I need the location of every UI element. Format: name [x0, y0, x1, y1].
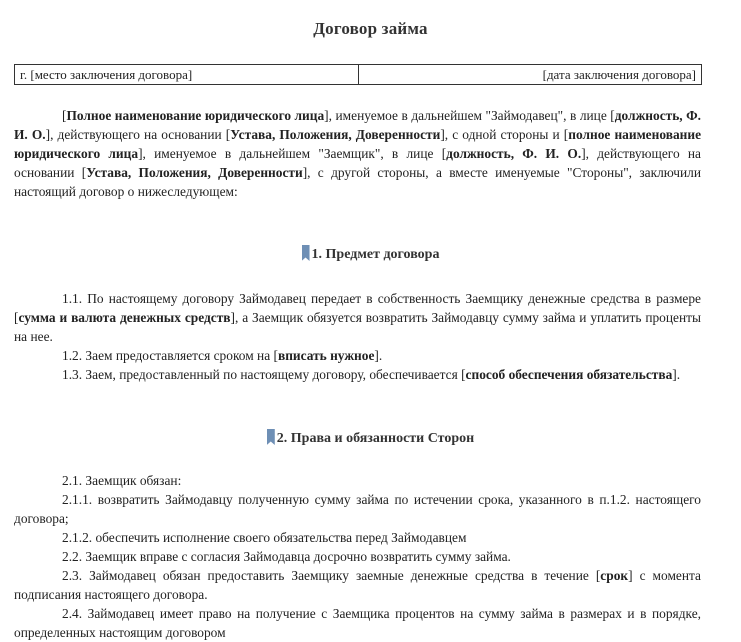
borrower-signatory-field: должность, Ф. И. О. — [446, 146, 582, 161]
security-method-field: способ обеспечения обязательства — [465, 367, 673, 382]
parties-paragraph: [Полное наименование юридического лица], именуемое в дальнейшем "Займодавец", в лице [должность, Ф. И. О.], действующего на основании [Устава, Положения, Доверенности], с одной стороны и [полное наименование юридического лица], именуемое в дальнейшем "Заемщик", в лице [должность, Ф. И. О.], действующего на основании [Устава, Положения, Доверенности], с другой стороны, а вместе именуемые "Стороны", заключили настоящий договор о нижеследующем: — [14, 108, 702, 199]
clause-1-3: 1.3. Заем, предоставленный по настоящему договору, обеспечивается [способ обеспечения обязательства]. — [62, 367, 681, 382]
section-1-heading: 1. Предмет договора — [0, 245, 741, 264]
clause-1-1: 1.1. По настоящему договору Займодавец передает в собственность Заемщику денежные средства в размере [сумма и валюта денежных средств], а Заемщик обязуется возвратить Займодавцу сумму займа и уплатить проценты на нее. — [14, 291, 701, 344]
lender-name-field: Полное наименование юридического лица — [66, 108, 325, 123]
clause-2-1-1: 2.1.1. возвратить Займодавцу полученную сумму займа по истечении срока, указанного в п.1.2. настоящего договора; — [14, 492, 701, 526]
section-2-heading: 2. Права и обязанности Сторон — [0, 429, 741, 448]
clause-2-1: 2.1. Заемщик обязан: — [62, 473, 182, 488]
lender-authority-field: Устава, Положения, Доверенности — [230, 127, 441, 142]
bookmark-icon — [267, 429, 275, 445]
bookmark-icon — [302, 245, 310, 261]
borrower-authority-field: Устава, Положения, Доверенности — [86, 165, 303, 180]
contract-date: [дата заключения договора] — [542, 67, 696, 82]
loan-term-field: вписать нужное — [277, 348, 375, 363]
clause-1-2: 1.2. Заем предоставляется сроком на [вписать нужное]. — [62, 348, 383, 363]
lender-signatory-field: должность, Ф. И. О. — [14, 108, 701, 142]
clause-2-2: 2.2. Заемщик вправе с согласия Займодавца досрочно возвратить сумму займа. — [62, 549, 511, 564]
provision-term-field: срок — [600, 568, 629, 583]
document-title: Договор займа — [313, 19, 428, 38]
clause-2-1-2: 2.1.2. обеспечить исполнение своего обязательства перед Займодавцем — [62, 530, 467, 545]
loan-amount-field: сумма и валюта денежных средств — [18, 310, 231, 325]
clause-2-4: 2.4. Займодавец имеет право на получение с Заемщика процентов на сумму займа в размерах и в порядке, определенных настоящим договором — [14, 606, 701, 640]
borrower-name-field: полное наименование юридического лица — [14, 127, 702, 161]
clause-2-3: 2.3. Займодавец обязан предоставить Заемщику заемные денежные средства в течение [срок] с момента подписания настоящего договора. — [14, 568, 701, 602]
contract-place: г. [место заключения договора] — [15, 65, 359, 84]
place-date-table — [14, 64, 702, 85]
